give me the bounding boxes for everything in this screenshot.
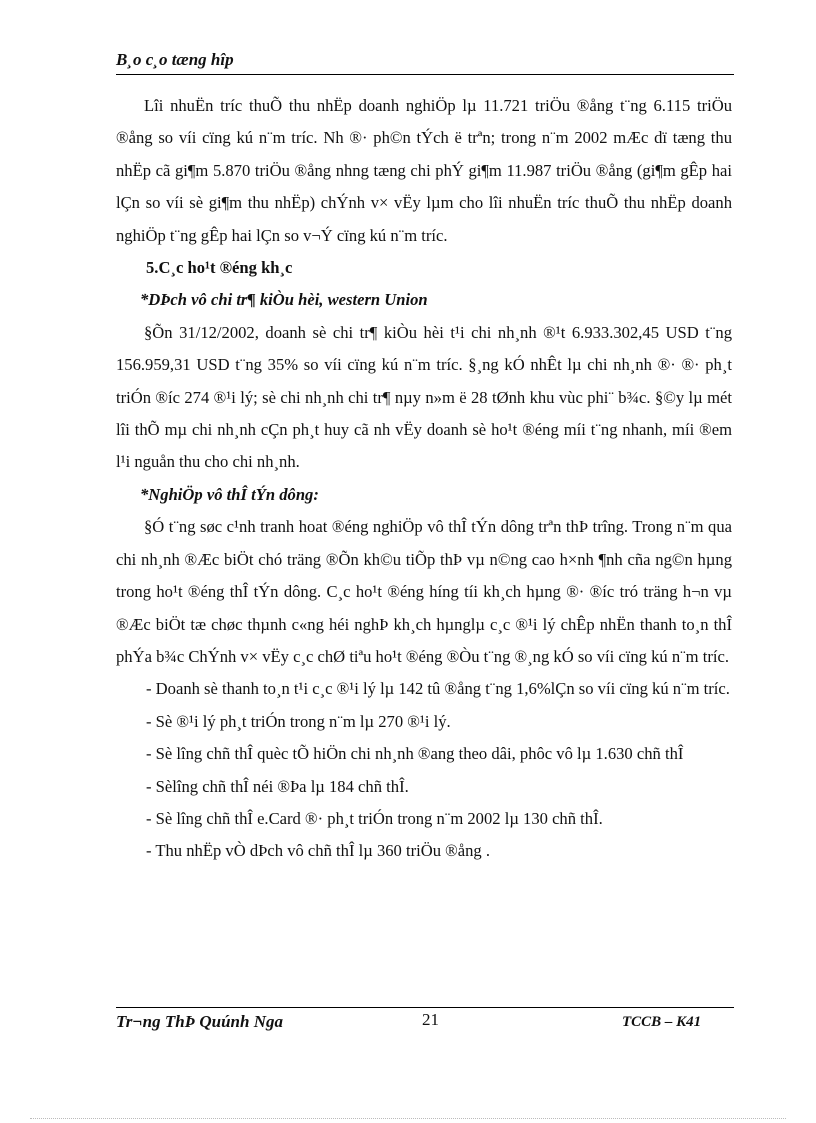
subheading-remittance: *DÞch vô chi tr¶ kiÒu hèi, western Union	[140, 290, 428, 310]
page-edge-divider	[30, 1118, 786, 1119]
page-number: 21	[422, 1010, 439, 1029]
running-header: B¸o c¸o tæng hîp	[116, 50, 734, 75]
footer-author: Tr¬ng ThÞ Quúnh Nga	[116, 1012, 283, 1031]
bullet-item: - Sè lîng chñ thÎ quèc tÕ hiÖn chi nh¸nh ®ang theo dâi, phôc vô lµ 1.630 chñ thÎ	[146, 744, 684, 764]
footer-class: TCCB – K41	[622, 1014, 702, 1030]
bullet-item: - Thu nhËp vÒ dÞch vô chñ thÎ lµ 360 triÖu ®ång .	[146, 841, 491, 861]
bullet-item: - Sèlîng chñ thÎ néi ®Þa lµ 184 chñ thÎ.	[146, 776, 409, 796]
paragraph-credit-card: §Ó t¨ng søc c¹nh tranh hoat ®éng nghiÖp vô thÎ tÝn dông trªn thÞ trîng. Trong n¨m qua chi nh¸nh ®Æc biÖt chó träng ®Õn kh©u tiÕp thÞ vµ n©ng cao h×nh ¶nh cña ng©n hµng trong ho¹t ®éng thÎ tÝn dông. C¸c ho¹t ®éng híng tíi kh¸ch hµng ®· ®íc tró träng h¬n vµ ®Æc biÖt tæ chøc thµnh c«ng héi nghÞ kh¸ch hµnglµ c¸c ®¹i lý chÊp nhËn thanh to¸n thÎ phÝa b¾c ChÝnh v× vËy c¸c chØ tiªu ho¹t ®éng ®Òu t¨ng ®¸ng kÓ so víi cïng kú n¨m tríc.	[116, 517, 732, 666]
body-text	[116, 90, 732, 868]
bullet-item: - Doanh sè thanh to¸n t¹i c¸c ®¹i lý lµ 142 tû ®ång t¨ng 1,6%lÇn so víi cïng kú n¨m tríc.	[146, 679, 730, 699]
bullet-item: - Sè lîng chñ thÎ e.Card ®· ph¸t triÓn trong n¨m 2002 lµ 130 chñ thÎ.	[146, 808, 603, 828]
section-heading: 5.C¸c ho¹t ®éng kh¸c	[146, 258, 293, 278]
bullet-item: - Sè ®¹i lý ph¸t triÓn trong n¨m lµ 270 ®¹i lý.	[146, 711, 451, 731]
paragraph-profit: Lîi nhuËn tríc thuÕ thu nhËp doanh nghiÖp lµ 11.721 triÖu ®ång t¨ng 6.115 triÖu ®ång so víi cïng kú n¨m tríc. Nh ®· ph©n tÝch ë trªn; trong n¨m 2002 mÆc dï tæng thu nhËp cã gi¶m 5.870 triÖu ®ång nhng tæng chi phÝ gi¶m 11.987 triÖu ®ång (gi¶m gÊp hai lÇn so víi sè gi¶m thu nhËp) chÝnh v× vËy lµm cho lîi nhuËn tríc thuÕ thu nhËp doanh nghiÖp t¨ng gÊp hai lÇn so v¬Ý cïng kú n¨m tríc.	[116, 96, 732, 245]
paragraph-remittance: §Õn 31/12/2002, doanh sè chi tr¶ kiÒu hèi t¹i chi nh¸nh ®¹t 6.933.302,45 USD t¨ng 156.959,31 USD t¨ng 35% so víi cïng kú n¨m tríc. §¸ng kÓ nhÊt lµ chi nh¸nh ®· ®· ph¸t triÓn ®íc 274 ®¹i lý; sè chi nh¸nh chi tr¶ nµy n»m ë 28 tØnh khu vùc phi¨ b¾c. §©y lµ mét lîi thÕ mµ chi nh¸nh cÇn ph¸t huy cã nh vËy doanh sè ho¹t ®éng míi t¨ng nhanh, míi ®em l¹i nguån thu cho chi nh¸nh.	[116, 322, 732, 472]
subheading-credit-card: *NghiÖp vô thÎ tÝn dông:	[140, 484, 319, 504]
footer-divider	[116, 1007, 734, 1008]
